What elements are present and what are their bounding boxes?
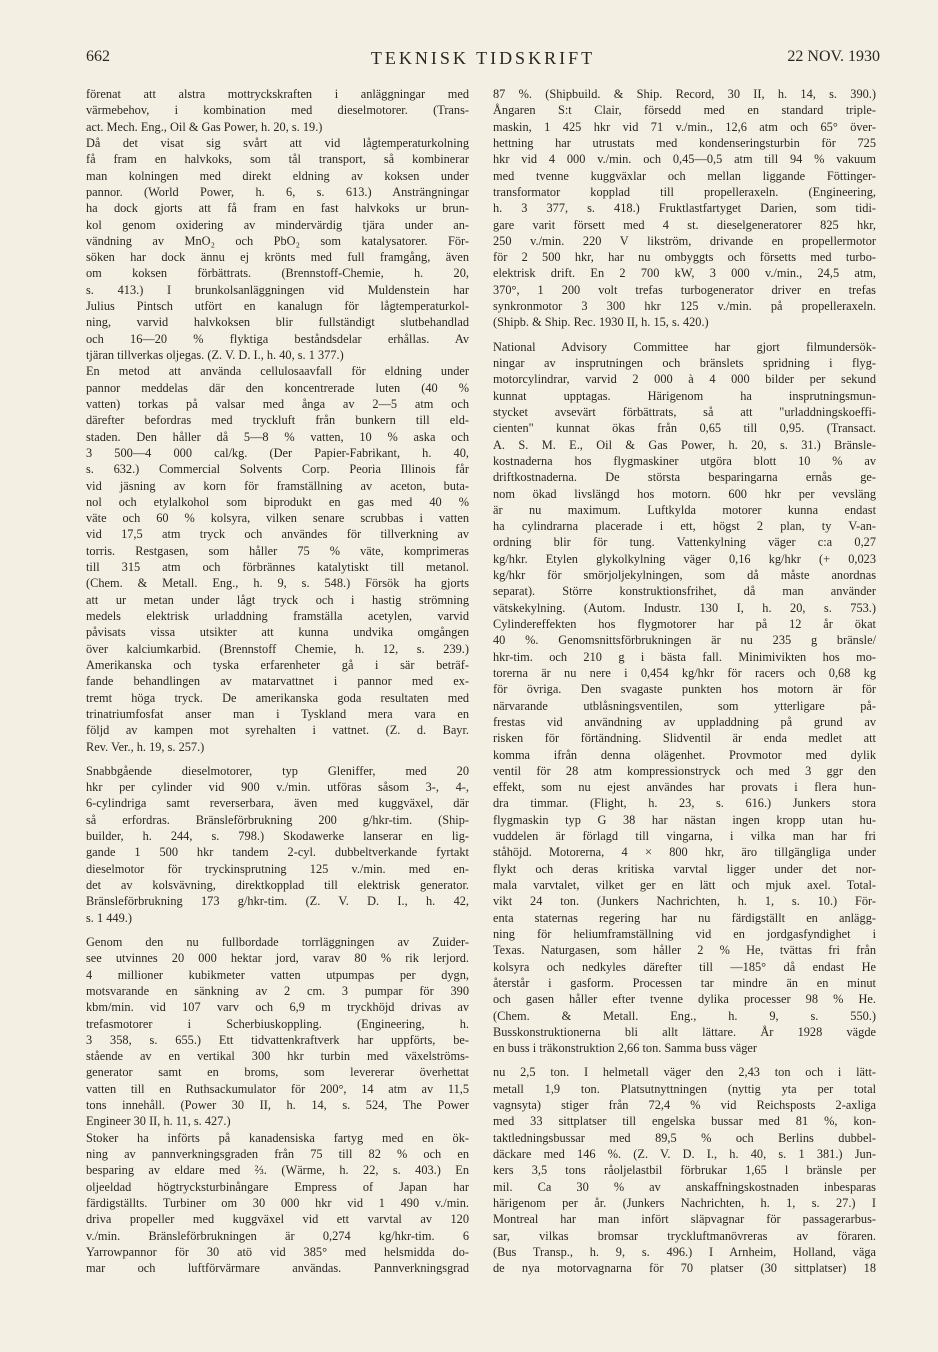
text-line: 370°, 1 200 volt trefas turbogenerator driver en trefas xyxy=(493,282,876,297)
issue-date: 22 NOV. 1930 xyxy=(787,48,880,65)
text-line: trefasmotorer i Scherbiuskoppling. (Engineering, h. xyxy=(86,1016,469,1031)
text-line: härigenom per år. (Junkers Nachrichten, h. 1, s. 27.) I xyxy=(493,1195,876,1210)
text-line: gande 1 500 hkr tandem 2-cyl. dubbeltverkande fyrtakt xyxy=(86,845,469,860)
text-line: att ur metan under lågt tryck och i hastig strömning xyxy=(86,592,469,607)
text-line: driftkostnaderna. De största besparingarna ernås ge- xyxy=(493,470,876,485)
text-line: effekt, som nu ejest användes har provats i flera hun- xyxy=(493,780,876,795)
text-line: 3 358, s. 655.) Ett tidvattenkraftverk har uppförts, be- xyxy=(86,1032,469,1047)
text-line: Busskonstruktionerna bli allt lättare. År 1928 vägde xyxy=(493,1024,876,1039)
text-line: vuddelen är förlagd till vingarna, i vilka man har fri xyxy=(493,829,876,844)
text-line: Rev. Ver., h. 19, s. 257.) xyxy=(86,739,205,754)
text-line: vatten) torkas på valsar med ånga av 2—5 atm och xyxy=(86,396,469,411)
text-line: medels elektrisk urladdning framställa acetylen, varvid xyxy=(86,609,469,623)
text-line: 250 v./min. 220 V likström, drivande en propellermotor xyxy=(493,233,876,248)
text-line: fande behandlingen av matarvattnet i pannor med ex- xyxy=(86,674,469,689)
text-line: hettning har utrustats med kondenseringsturbin för 725 xyxy=(493,135,876,150)
text-line: enta staternas regering har nu färdigställt en anlägg- xyxy=(493,910,876,925)
text-line: vagnsyta) stiger från 72,4 % vid Reichsposts 2-axliga xyxy=(493,1098,876,1113)
text-line: synkronmotor 3 300 hkr 125 v./min. på propelleraxeln. xyxy=(493,299,876,314)
text-line: så erfordras. Bränsleförbrukning 200 g/hkr-tim. (Ship- xyxy=(86,812,469,827)
text-line: hkr vid 4 000 v./min. och 0,45—0,5 atm till 94 % vakuum xyxy=(493,152,876,167)
text-line: ning för heliumframställning vid en jordgasfyndighet i xyxy=(493,926,876,941)
paragraph-gap xyxy=(86,926,469,934)
text-line: Genom den nu fullbordade torrläggningen av Zuider- xyxy=(86,934,469,949)
text-line: kostnaderna hos flygmaskiner utgöra blott 10 % av xyxy=(493,453,876,468)
text-line: ventil för 28 atm kompressionstryck och med 3 ggr den xyxy=(493,763,876,778)
text-line: vändning av MnO₂ och PbO₂ som katalysatorer. För- xyxy=(86,233,469,248)
text-line: nu 2,5 ton. I helmetall väger den 2,43 ton och i lätt- xyxy=(493,1065,876,1080)
text-line: pannor meddelas där den koncentrerade luten (40 % xyxy=(86,380,469,395)
text-line: kers 3,5 tons råoljelastbil förbrukar 1,65 l bränsle per xyxy=(493,1163,876,1178)
text-line: act. Mech. Eng., Oil & Gas Power, h. 20, s. 19.) xyxy=(86,119,323,134)
text-line: trinatriumfosfat anser man i Tyskland mera vara en xyxy=(86,706,469,721)
text-line: v./min. Bränsleförbrukningen är 0,274 kg/hkr-tim. 6 xyxy=(86,1228,469,1243)
text-line: ha dock gjorts att få fram en fast halvkoks ur brun- xyxy=(86,201,469,216)
text-line: see utvinnes 20 000 hektar jord, varav 80 % rik lerjord. xyxy=(86,951,469,966)
text-line: en buss i träkonstruktion 2,66 ton. Samma buss väger xyxy=(493,1041,757,1056)
text-line: gare varit försett med 4 st. dieselgeneratorer 825 hkr, xyxy=(493,217,876,232)
text-line: stående av en vertikal 300 hkr turbin med växelströms- xyxy=(86,1049,469,1064)
text-line: ordning blir för tung. Vattenkylning väger c:a 0,27 xyxy=(493,535,876,550)
text-line: Montreal har man infört släpvagnar för passagerarbus- xyxy=(493,1212,876,1227)
text-line: nol och etylalkohol som biprodukt en gas med 40 % xyxy=(86,494,469,509)
text-line: 40 %. Genomsnittsförbrukningen är nu 235 g bränsle/ xyxy=(493,633,876,648)
paragraph-gap xyxy=(493,1056,876,1064)
text-line: följd av kampen mot syrehalten i vattnet. (Z. d. Bayr. xyxy=(86,723,469,738)
text-line: de nya motorvagnarna för 70 platser (30 sittplatser) 18 xyxy=(493,1261,876,1276)
text-line: kg/hkr för smörjoljekylningen, som då måste anordnas xyxy=(493,568,876,583)
text-line: taktledningsbussar med 89,5 % och Berlins dubbel- xyxy=(493,1130,876,1145)
text-line: få fram en halvkoks, som tål transport, så kombinerar xyxy=(86,152,469,167)
text-line: till 315 atm och förbrännes katalytiskt till metanol. xyxy=(86,560,469,575)
text-line: ningar av insprutningen och bränslets spridning i flyg- xyxy=(493,356,876,370)
text-line: ståhöjd. Motorerna, 4 × 800 hkr, äro tillgängliga under xyxy=(493,845,876,860)
text-line: kunnat upptagas. Härigenom ha insprutningsmun- xyxy=(493,388,876,403)
text-line: man kolningen med direkt eldning av koksen under xyxy=(86,168,469,183)
text-line: hkr-tim. och 210 g i bästa fall. Minimivikten hos mo- xyxy=(493,649,876,664)
text-line: är nu maximum. Luftkylda motorer kunna endast xyxy=(493,502,876,517)
text-line: s. 632.) Commercial Solvents Corp. Peoria Illinois får xyxy=(86,462,469,477)
text-line: mil. Ca 30 % av anskaffningskostnaden inbesparas xyxy=(493,1179,876,1194)
text-line: däckare med 146 %. (Z. V. D. I., h. 40, s. 1 381.) Jun- xyxy=(493,1147,876,1161)
text-line: Stoker ha införts på kanadensiska fartyg med en ök- xyxy=(86,1130,469,1145)
text-line: vätskekylning. (Autom. Industr. 130 I, h. 20, s. 753.) xyxy=(493,600,876,615)
text-line: En metod att använda cellulosaavfall för eldning under xyxy=(86,364,469,379)
text-line: (Chem. & Metall. Eng., h. 9, s. 550.) xyxy=(493,1008,876,1023)
text-line: cienten" kunnat ökas från 0,65 till 0,95. (Transact. xyxy=(493,421,876,436)
text-line: mar och luftförvärmare användas. Pannverkningsgrad xyxy=(86,1261,469,1276)
text-line: flykt och deras kritiska varvtal ligger under det nor- xyxy=(493,861,876,876)
text-line: vikt 24 ton. (Junkers Nachrichten, h. 1, s. 10.) För- xyxy=(493,894,876,909)
text-line: återstår i gasform. Processen tar mindre än en minut xyxy=(493,975,876,990)
text-line: med 33 sittplatser till engelska bussar med 81 %, kon- xyxy=(493,1114,876,1129)
text-line: transformator kopplad till propelleraxeln. (Engineering, xyxy=(493,184,876,199)
text-line: generator samt en broms, som levererar överhettat xyxy=(86,1065,469,1080)
text-line: och 16—20 % flyktiga beståndsdelar erhållas. Av xyxy=(86,331,469,346)
text-line: (Chem. & Metall. Eng., h. 9, s. 548.) Försök ha gjorts xyxy=(86,576,469,591)
text-line: därefter befordras med tryckluft från bunkern till eld- xyxy=(86,413,469,428)
text-line: påvisats vissa utsikter att kunna undvika omgången xyxy=(86,625,469,640)
text-line: om koksen förbättrats. (Brennstoff-Chemie, h. 20, xyxy=(86,266,469,281)
text-line: s. 413.) I brunkolsanläggningen vid Muldenstein har xyxy=(86,282,469,297)
page-number: 662 xyxy=(86,48,110,65)
text-line: Snabbgående dieselmotorer, typ Gleniffer, med 20 xyxy=(86,763,469,778)
text-line: maskin, 1 425 hkr vid 71 v./min., 12,6 atm och 65° över- xyxy=(493,119,876,134)
text-line: närvarande utblåsningsventilen, som ytterligare på- xyxy=(493,698,876,713)
text-line: torris. Restgasen, som håller 75 % väte, komprimeras xyxy=(86,543,469,558)
text-line: med tvenne kuggväxlar och mellan liggande Föttinger- xyxy=(493,168,876,183)
text-line: metall 1,9 ton. Platsutnyttningen (nyttig yta per total xyxy=(493,1081,876,1096)
text-line: 87 %. (Shipbuild. & Ship. Record, 30 II, h. 14, s. 390.) xyxy=(493,87,876,101)
text-line: frestas vid användning av uppladdning på grund av xyxy=(493,714,876,729)
text-line: h. 3 377, s. 418.) Fruktlastfartyget Darien, som tidi- xyxy=(493,201,876,216)
text-line: 3 500—4 000 cal/kg. (Der Papier-Fabrikant, h. 40, xyxy=(86,445,469,460)
text-line: (Shipb. & Ship. Rec. 1930 II, h. 15, s. 420.) xyxy=(493,315,709,330)
text-line: Bränsleförbrukning 173 g/hkr-tim. (Z. V. D. I., h. 42, xyxy=(86,894,469,909)
text-line: National Advisory Committee har gjort filmundersök- xyxy=(493,339,876,354)
right-column xyxy=(493,86,876,1277)
text-line: flygmaskin typ G 38 har nästan ingen kropp utan hu- xyxy=(493,812,876,827)
text-line: ha cylindrarna placerade i ett, högst 2 plan, ty V-an- xyxy=(493,519,876,534)
text-line: 6-cylindriga samt reverserbara, även med kuggväxel, där xyxy=(86,796,469,811)
text-line: för 2 500 hkr, har nu ombyggts och försetts med turbo- xyxy=(493,250,876,265)
text-line: tremt höga tryck. De amerikanska goda resultaten med xyxy=(86,690,469,705)
text-line: torerna är nu nere i 0,454 kg/hkr för racers och 0,68 kg xyxy=(493,665,876,680)
text-line: komma ifrån denna olägenhet. Provmotor med dylik xyxy=(493,747,876,762)
text-line: dra timmar. (Flight, h. 23, s. 616.) Junkers stora xyxy=(493,796,876,811)
text-line: Julius Pintsch utfört en kanalugn för lågtemperaturkol- xyxy=(86,299,469,314)
text-line: kolsyra och nedkyles därefter till —185° då endast He xyxy=(493,959,876,974)
text-line: elektrisk drift. En 2 700 kW, 3 000 v./min., 24,5 atm, xyxy=(493,266,876,281)
text-line: mala varvtalet, vilket ger en lätt och mjuk axel. Total- xyxy=(493,878,876,892)
text-line: värmebehov, i kombination med dieselmotorer. (Trans- xyxy=(86,103,469,118)
text-line: tons innehåll. (Power 30 II, h. 14, s. 524, The Power xyxy=(86,1098,469,1113)
text-line: pannor. (World Power, h. 6, s. 613.) Ansträngningar xyxy=(86,184,469,199)
text-line: A. S. M. E., Oil & Gas Power, h. 20, s. 31.) Bränsle- xyxy=(493,437,876,452)
text-line: förenat att alstra mottryckskraften i anläggningar med xyxy=(86,87,469,101)
text-line: (Bus Transp., h. 9, s. 496.) I Arnheim, Holland, väga xyxy=(493,1244,876,1259)
journal-title: TEKNISK TIDSKRIFT xyxy=(370,48,596,68)
text-line: motorcylindrar, varvid 2 000 à 4 000 bilder per sekund xyxy=(493,372,876,387)
text-line: s. 1 449.) xyxy=(86,910,132,925)
text-line: vatten till en Ruthsackumulator för 200°, 14 atm av 11,5 xyxy=(86,1081,469,1096)
paragraph-gap xyxy=(493,331,876,339)
text-line: väte och 60 % kolsyra, vilken senare scrubbas i vatten xyxy=(86,511,469,526)
text-line: Engineer 30 II, h. 11, s. 427.) xyxy=(86,1114,231,1129)
text-line: 4 millioner kubikmeter vatten utpumpas per dygn, xyxy=(86,967,469,982)
text-line: och gasen håller efter tvenne dylika processer 98 % He. xyxy=(493,992,876,1007)
text-line: vid 17,5 atm tryck och användes för tillverkning av xyxy=(86,527,469,542)
text-line: hkr per cylinder vid 900 v./min. utföras såsom 3-, 4-, xyxy=(86,780,469,795)
text-line: kol genom oxidering av mindervärdig tjära under an- xyxy=(86,217,469,232)
text-line: söken har dock ännu ej krönts med full framgång, även xyxy=(86,250,469,265)
text-line: risken för förtändning. Slidventil är enda medlet att xyxy=(493,731,876,746)
text-line: besparing av eldare med ⅔. (Wärme, h. 22, s. 403.) En xyxy=(86,1163,469,1178)
text-line: kg/hkr. Etylen glykolkylning väger 0,16 kg/hkr (+ 0,023 xyxy=(493,551,876,566)
text-line: staden. Den håller då 5—8 % vatten, 10 % aska och xyxy=(86,429,469,444)
text-line: separat). Större konstruktionsfrihet, då man använder xyxy=(493,584,876,599)
left-column xyxy=(86,86,469,1277)
text-line: driva propeller med kuggväxel vid ett varvtal av 120 xyxy=(86,1212,469,1227)
text-line: kbm/min. vid 107 varv och 6,9 m tryckhöjd drivas av xyxy=(86,1000,469,1015)
text-line: stycket avsevärt förbättrats, så att "urladdningskoeffi- xyxy=(493,404,876,419)
text-line: vid jäsning av korn för framställning av aceton, buta- xyxy=(86,478,469,493)
text-line: för övriga. Den svagaste punkten hos motorn är för xyxy=(493,682,876,697)
text-line: Ångaren S:t Clair, försedd med en standard triple- xyxy=(493,103,876,118)
text-line: Cylindereffekten hos flygmotorer har på 12 år ökat xyxy=(493,617,876,631)
text-line: sar, vilkas bromsar tryckluftmanövreras av föraren. xyxy=(493,1228,876,1243)
text-line: Yarrowpannor för 30 atö vid 385° med helsmidda do- xyxy=(86,1244,469,1259)
text-line: det av kolsvävning, direktkopplad till elektrisk generator. xyxy=(86,878,469,892)
text-line: Amerikanska och tyska erfarenheter gå i sär beträf- xyxy=(86,657,469,672)
text-line: tjäran tillverkas oljegas. (Z. V. D. I., h. 40, s. 1 377.) xyxy=(86,348,344,362)
text-line: dieselmotor för tryckinsprutning 125 v./min. med en- xyxy=(86,861,469,876)
text-line: builder, h. 244, s. 798.) Skodawerke lanserar en lig- xyxy=(86,829,469,844)
text-line: färdigställts. Turbiner om 30 000 hkr vid 1 490 v./min. xyxy=(86,1195,469,1210)
text-line: nom ökad livslängd hos motorn. 600 hkr per vevsläng xyxy=(493,486,876,501)
page-header xyxy=(86,44,880,74)
text-line: motsvarande en sänkning av 2 cm. 3 pumpar för 390 xyxy=(86,983,469,998)
text-line: Texas. Naturgasen, som håller 2 % He, tvättas fri från xyxy=(493,943,876,958)
text-line: ning, varvid halvkoksen blir fullständigt slutbehandlad xyxy=(86,315,469,330)
text-line: ning av pannverkningsgraden från 75 till 82 % och en xyxy=(86,1147,469,1161)
text-line: oljeeldad högtrycksturbinångare Empress of Japan har xyxy=(86,1179,469,1194)
text-line: Då det visat sig svårt att vid lågtemperaturkolning xyxy=(86,135,469,150)
text-line: över kalciumkarbid. (Brennstoff Chemie, h. 12, s. 239.) xyxy=(86,641,469,656)
paragraph-gap xyxy=(86,755,469,763)
